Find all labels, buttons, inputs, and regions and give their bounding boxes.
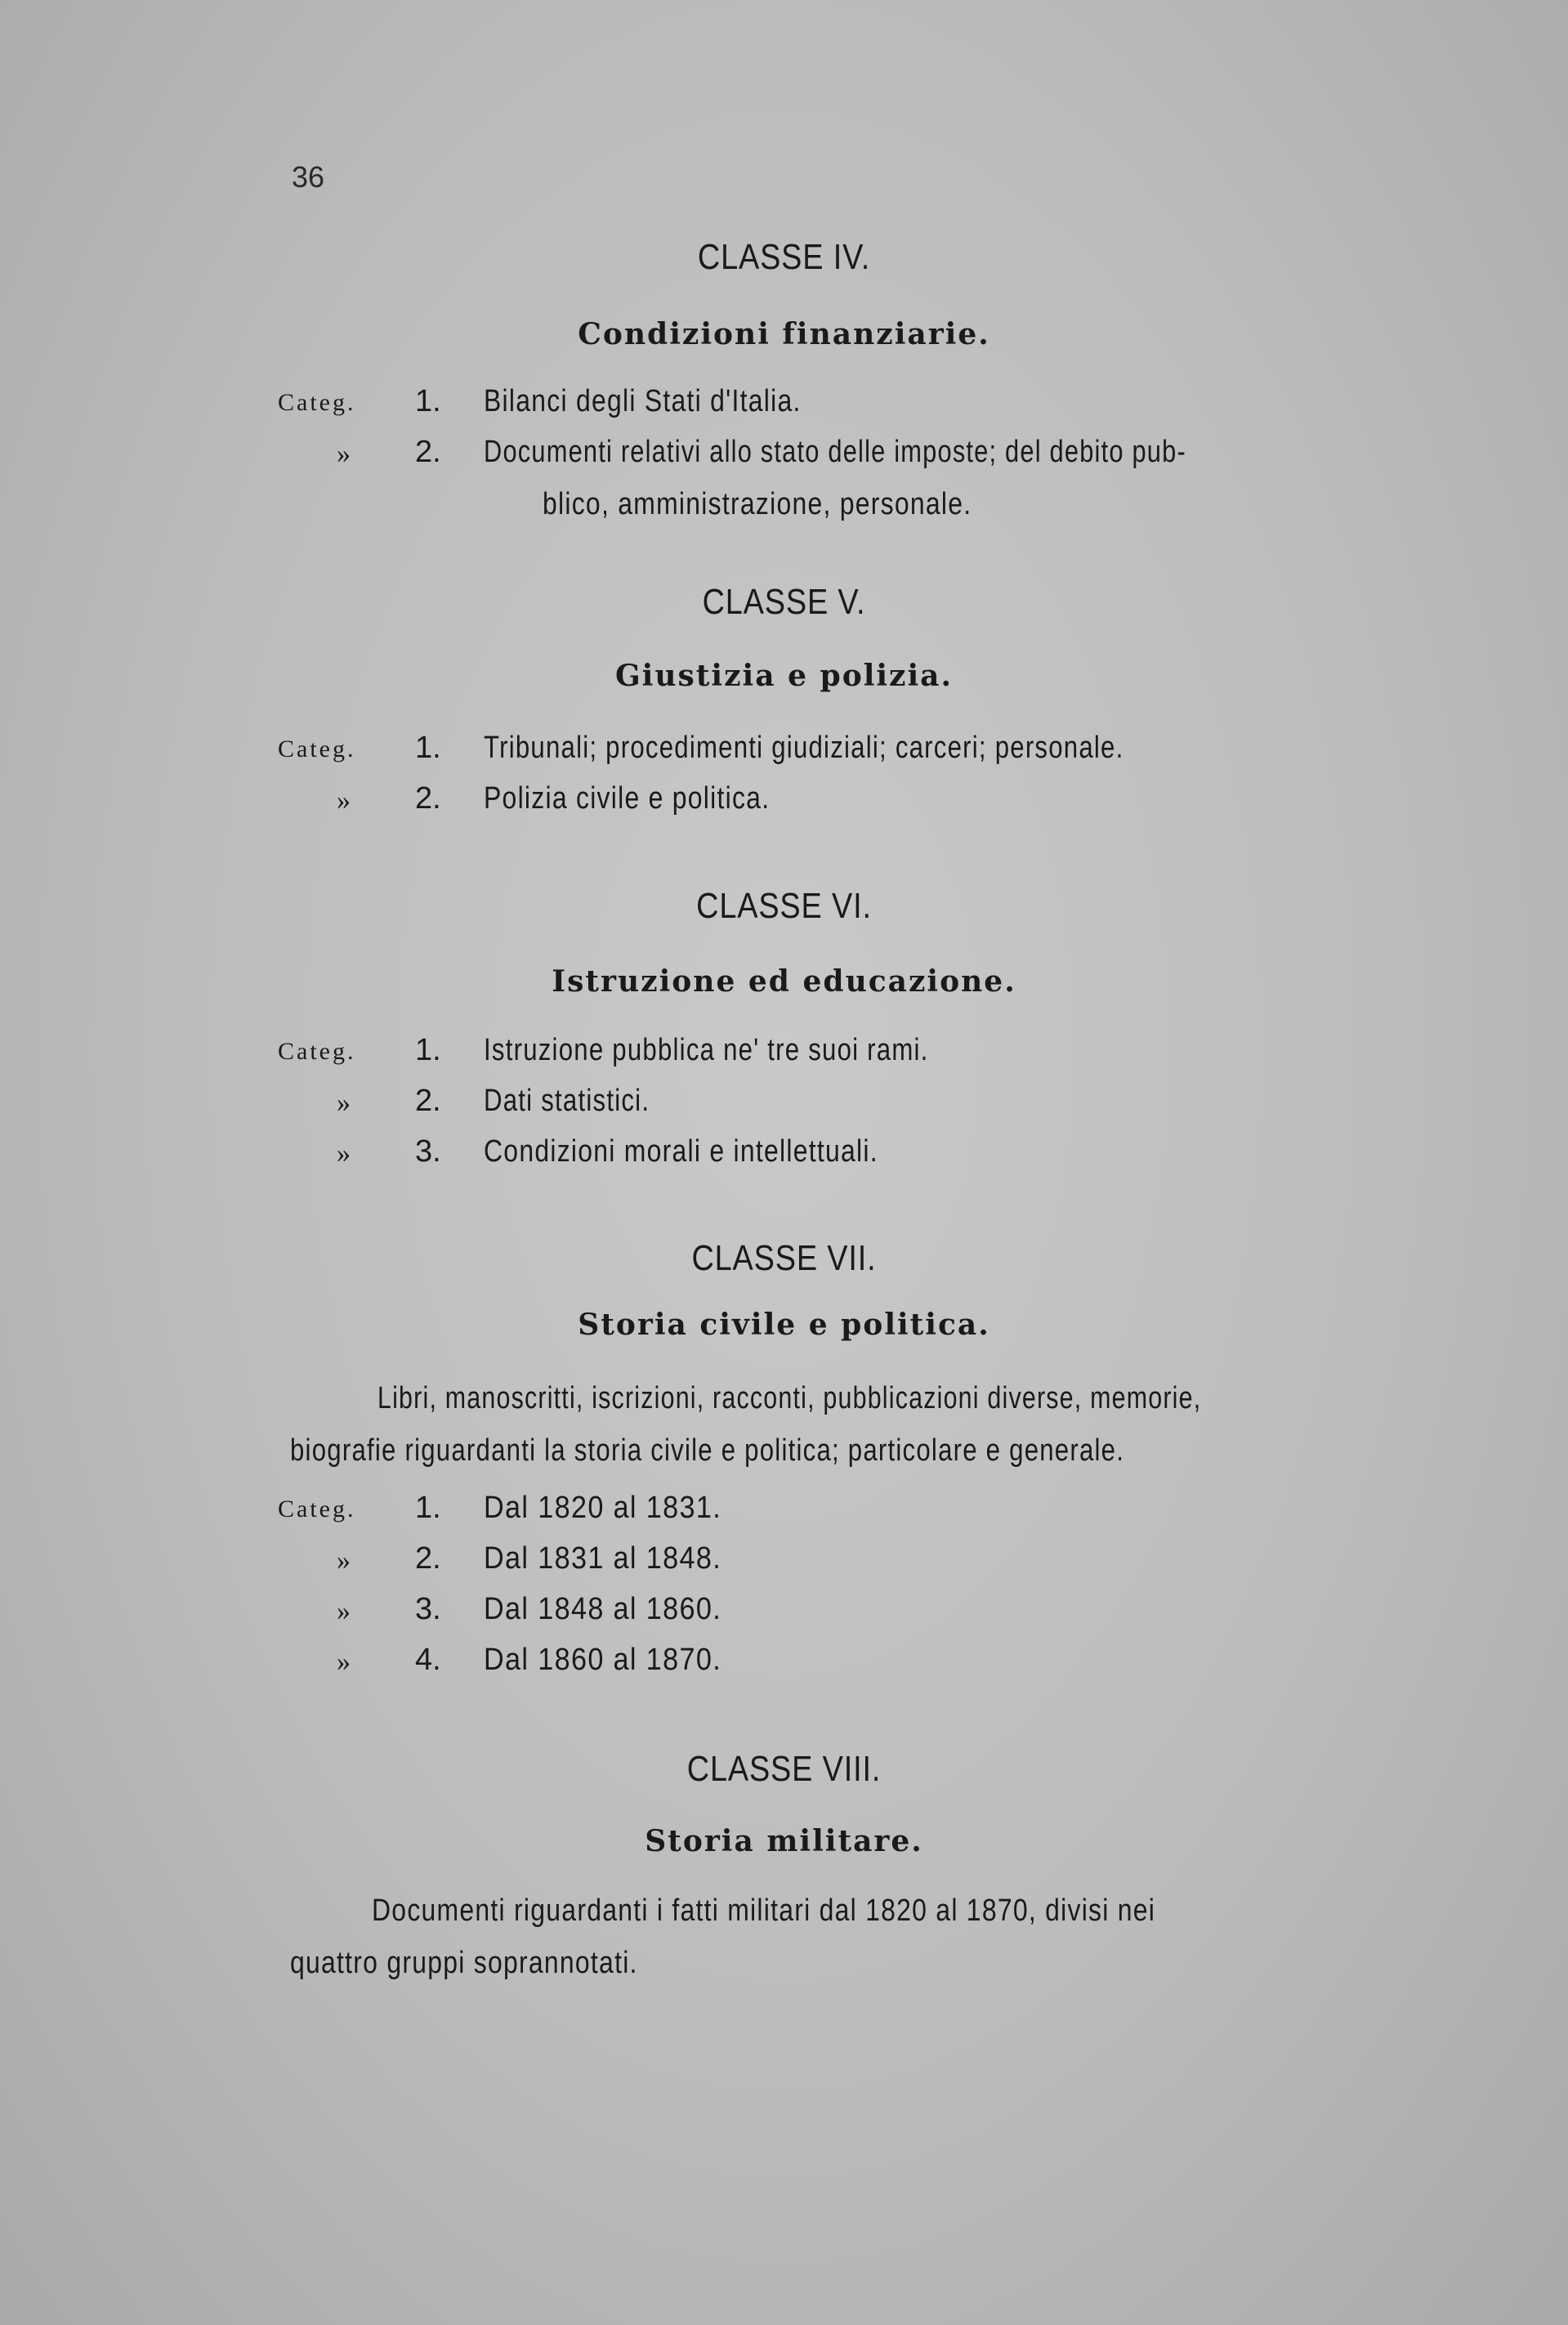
class-viii-paragraph-line: Documenti riguardanti i fatti militari dal 1820 al 1870, divisi nei xyxy=(372,1894,1156,1928)
item-text: Istruzione pubblica ne' tre suoi rami. xyxy=(484,1033,929,1067)
ditto-mark: » xyxy=(337,439,351,469)
categ-label: Categ. xyxy=(278,389,356,416)
item-number: 1. xyxy=(415,731,441,765)
class-viii-title: CLASSE VIII. xyxy=(686,1749,882,1789)
class-vii-paragraph-line: biografie riguardanti la storia civile e politica; particolare e generale. xyxy=(290,1433,1125,1468)
item-text: Dal 1848 al 1860. xyxy=(484,1592,722,1626)
class-v-subtitle: Giustizia e polizia. xyxy=(614,659,954,693)
item-text: Dal 1860 al 1870. xyxy=(484,1643,722,1677)
class-viii-paragraph-line: quattro gruppi soprannotati. xyxy=(290,1946,638,1980)
item-text: Tribunali; procedimenti giudiziali; carceri; personale. xyxy=(484,731,1124,765)
item-number: 2. xyxy=(415,781,441,816)
ditto-mark: » xyxy=(337,1647,351,1677)
ditto-mark: » xyxy=(337,1545,351,1576)
class-iv-subtitle: Condizioni finanziarie. xyxy=(578,317,990,351)
item-number: 3. xyxy=(415,1592,441,1626)
ditto-mark: » xyxy=(337,1138,351,1169)
ditto-mark: » xyxy=(337,1596,351,1626)
ditto-mark: » xyxy=(337,785,351,816)
item-text-continuation: blico, amministrazione, personale. xyxy=(543,487,972,521)
item-number: 3. xyxy=(415,1134,441,1169)
class-iv-title: CLASSE IV. xyxy=(697,237,871,277)
item-text: Dati statistici. xyxy=(484,1084,650,1118)
item-text: Dal 1820 al 1831. xyxy=(484,1491,722,1525)
class-v-title: CLASSE V. xyxy=(702,582,866,622)
item-text: Condizioni morali e intellettuali. xyxy=(484,1134,878,1169)
item-number: 2. xyxy=(415,1084,441,1118)
class-viii-subtitle: Storia militare. xyxy=(645,1824,923,1858)
categ-label: Categ. xyxy=(278,1038,356,1065)
categ-label: Categ. xyxy=(278,736,356,762)
item-text: Documenti relativi allo stato delle imposte; del debito pub- xyxy=(484,435,1186,469)
page-number: 36 xyxy=(292,160,325,194)
item-number: 1. xyxy=(415,384,441,418)
item-number: 2. xyxy=(415,435,441,469)
item-text: Bilanci degli Stati d'Italia. xyxy=(484,384,802,418)
item-text: Polizia civile e politica. xyxy=(484,781,771,816)
ditto-mark: » xyxy=(337,1088,351,1118)
item-number: 1. xyxy=(415,1033,441,1067)
item-text: Dal 1831 al 1848. xyxy=(484,1541,722,1576)
class-vi-title: CLASSE VI. xyxy=(696,886,872,926)
item-number: 4. xyxy=(415,1643,441,1677)
class-vii-subtitle: Storia civile e politica. xyxy=(578,1308,990,1342)
class-vii-title: CLASSE VII. xyxy=(691,1238,877,1278)
categ-label: Categ. xyxy=(278,1496,356,1522)
item-number: 1. xyxy=(415,1491,441,1525)
class-vi-subtitle: Istruzione ed educazione. xyxy=(552,964,1016,999)
item-number: 2. xyxy=(415,1541,441,1576)
class-vii-paragraph-line: Libri, manoscritti, iscrizioni, racconti, pubblicazioni diverse, memorie, xyxy=(377,1381,1202,1415)
